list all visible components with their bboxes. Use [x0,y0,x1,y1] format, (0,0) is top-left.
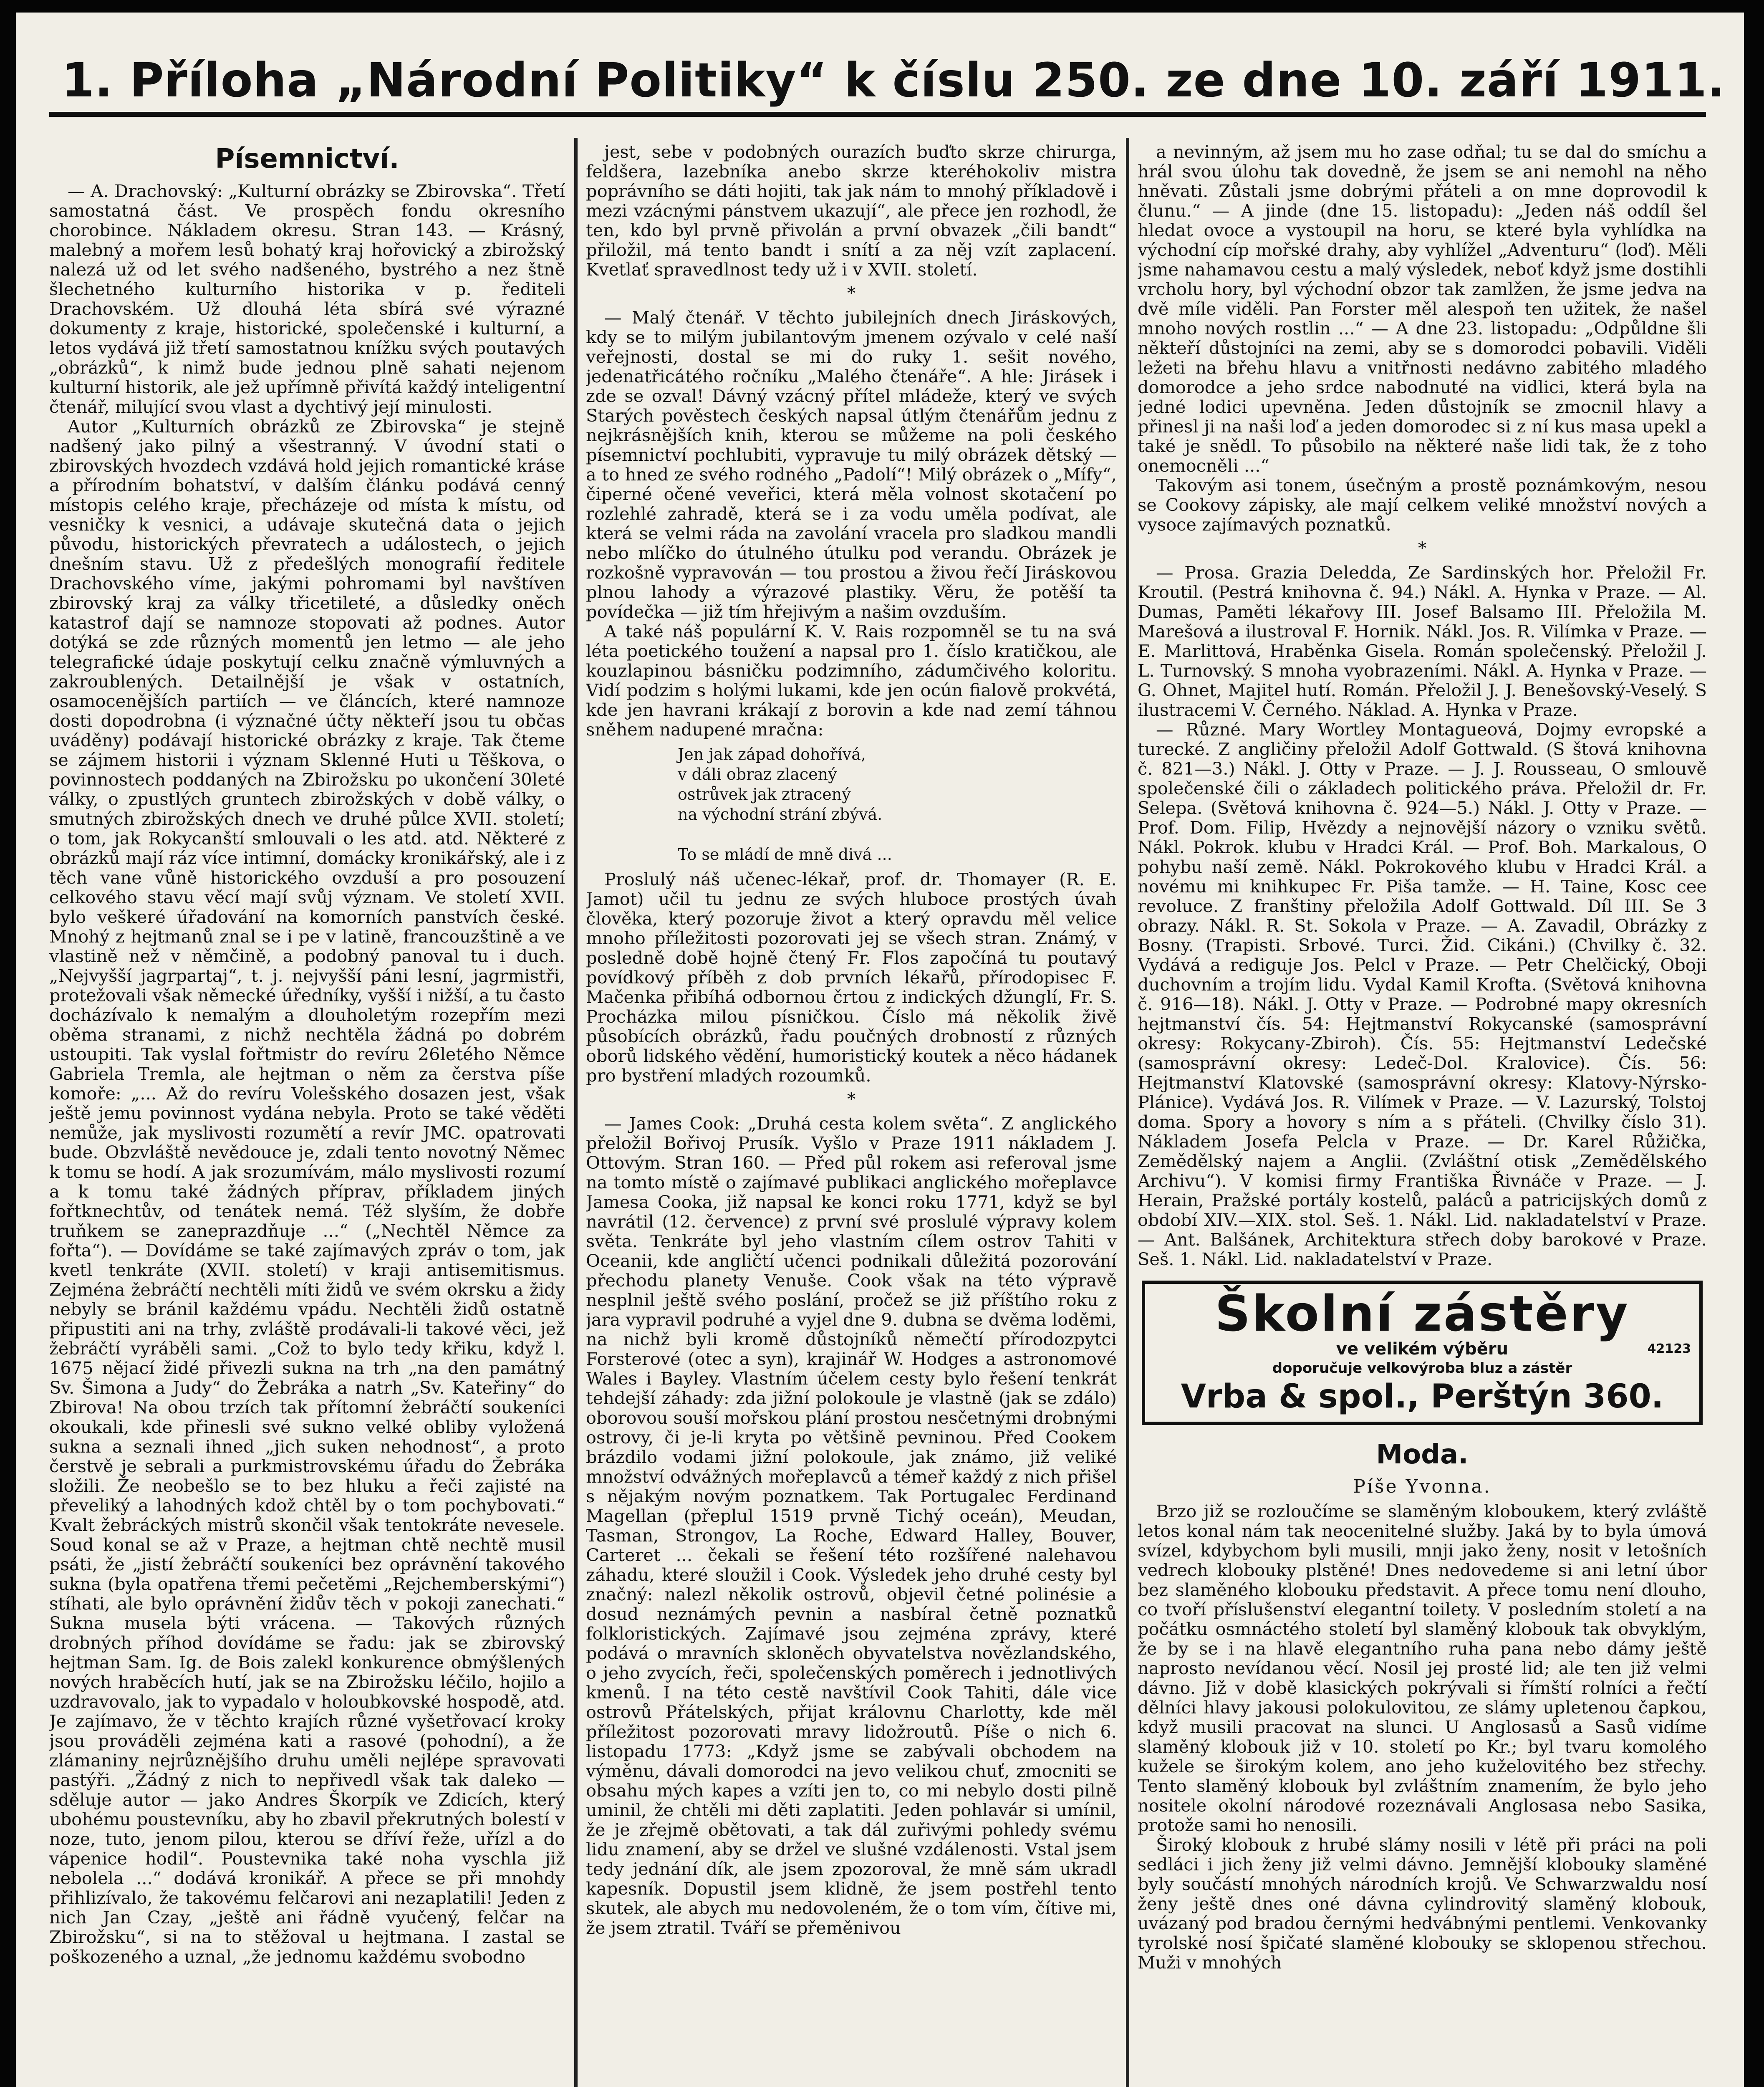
article-paragraph: Takovým asi tonem, úsečným a prostě poznámkovým, nesou se Cookovy zápisky, ale mají celkem veliké množství nových a vysoce zajímavých poznatků. [1138,475,1707,535]
byline: Píše Yvonna. [1353,1476,1491,1497]
article-paragraph: Široký klobouk z hrubé slámy nosili v létě při práci na poli sedláci i jich ženy již velmi dávno. Jemnější klobouky slaměné byly součástí mnohých národních krojů. Ve Schwarzwaldu nosí ženy ještě dnes oné dávna cylindrovitý slaměný klobouk, uvázaný pod bradou černými hedvábnými pentlemi. Venkovanky tyrolské nosí špičaté slaměné klobouky se sklopenou střechou. Muži v mnohých [1138,1834,1707,1973]
section-separator: * [847,1090,856,1109]
poem-line: To se mládí de mně divá ... [678,845,892,864]
article-paragraph: — Malý čtenář. V těchto jubilejních dnech Jiráskových, kdy se to milým jubilantovým jmenem ozývalo v celé naší veřejnosti, dostal se mi do ruky 1. sešit nového, jedenatřicátého ročníku „Malého čtenáře“. A hle: Jirásek i zde se ozval! Dávný vzácný přítel mládeže, který ve svých Starých pověstech českých napsal útlým čtenářům jednu z nejkrásnějších knih, kterou se můžeme na poli českého písemnictví pochlubiti, vypravuje tu milý obrázek dětský — a to hned ze svého rodného „Padolí“! Milý obrázek o „Mífy“, čiperné očené veveřici, která měla volnost skotačení po rozlehlé zahradě, která se i za vodu uměla podívat, ale která se velmi ráda na zavolání vracela pro sladkou mandli nebo mlíčko do útulného útulku pod verandu. Obrázek je rozkošně vypravován — tou prostou a živou řečí Jiráskovou plnou lahody a výrazové plastiky. Věru, že potěší ta povídečka — již tím hřejivým a našim ovzduším. [586,307,1117,622]
poem-excerpt [586,744,1117,864]
column-divider-1 [574,138,578,2087]
poem-line [678,824,1117,844]
poem-line: na východní strání zbývá. [678,805,883,824]
column-3 [1138,142,1707,2087]
section-heading-pisemnictvi: Písemnictví. [215,144,399,174]
article-paragraph: A také náš populární K. V. Rais rozpomněl se tu na svá léta poetického toužení a napsal pro 1. číslo kratičkou, ale kouzlapinou básničku podzimního, zádumčivého koloritu. Vidí podzim s holými lukami, kde jen ocún fialově prokvétá, kde jen havrani krákají z borovin a kde nad zemí táhnou sněhem nadupené mračna: [586,621,1117,740]
column-2 [586,142,1117,2087]
ad-firm: Vrba & spol., Perštýn 360. [1181,1378,1664,1415]
poem-line: ostrůvek jak ztracený [678,785,851,803]
section-separator: * [1418,539,1426,558]
section-heading-moda: Moda. [1376,1439,1469,1470]
page-title: 1. Příloha „Národní Politiky“ k číslu 250. ze dne 10. září 1911. [62,53,1726,108]
article-paragraph: — James Cook: „Druhá cesta kolem světa“. Z anglického přeložil Bořivoj Prusík. Vyšlo v Praze 1911 nákladem J. Ottovým. Stran 160. — Před půl rokem asi referoval jsme na tomto místě o zajímavé publikaci anglického mořeplavce Jamesa Cooka, již napsal ke konci roku 1771, když se byl navrátil (12. července) z první své proslulé výpravy kolem světa. Tenkráte byl jeho vlastním cílem ostrov Tahiti v Oceanii, kde angličtí učenci podnikali důležitá pozorování přechodu planety Venuše. Cook však na této výpravě nesplnil ještě svého poslání, pročež se již příštího roku z jara vypravil podruhé a vyjel dne 9. dubna se dvěma loděmi, na nichž byli kromě důstojníků němečtí přírodozpytci Forsterové (otec a syn), krajinář W. Hodges a astronomové Wales i Bayley. Vlastním účelem cesty bylo řešení tenkrát tehdejší záhady: zda jižní polokoule je vlastně (jak se zdálo) oborovou souší mořskou plání prostou nesčetnými drobnými ostrovy, či je-li kryta po většině pevninou. Před Cookem brázdilo vodami jižní polokoule, jak známo, již veliké množství odvážných mořeplavců a témeř každý z nich přišel s nějakým novým poznatkem. Tak Portugalec Ferdinand Magellan (přeplul 1519 prvně Tichý oceán), Meudan, Tasman, Strongov, La Roche, Edward Halley, Bouver, Carteret ... čekali se řešení této rozšířené nalehavou záhadu, které sloužil i Cook. Výsledek jeho druhé cesty byl značný: nalezl několik ostrovů, objevil četné polinésie a dosud neznámých pevnin a nasbíral četně poznatků folkloristických. Zajímavé jsou zejména zprávy, které podává o mravních skloněch obyvatelstva novězlandského, o jeho zvycích, řeči, společenských poměrech i jednotlivých kmenů. I na této cestě navštívil Cook Tahiti, dále vice ostrovů Přátelských, přijat královnu Charlotty, kde měl příležitost pozorovati mravy lidožroutů. Píše o nich 6. listopadu 1773: „Když jsme se zabývali obchodem na výměnu, dávali domorodci na jevo velikou chuť, zmocniti se obsahu mých kapes a vzíti jen to, co mi nebylo dosti pilně uminil, že chtěli mi děti zaplatiti. Jeden pohlavár si umínil, že je zřejmě obětovati, a tak dál zuřivými pohledy svému lidu znamení, aby se držel ve slušné vzdálenosti. Vstal jsem tedy jednání dík, ale jsem zpozoroval, že mně sám ukradl kapesník. Dopustil jsem klidně, že jsem postřehl tento skutek, ale abych mu nedovoleném, že o tom vím, čítive mi, že jsem ztratil. Tváří se přeměnivou [586,1113,1117,1938]
article-paragraph: — A. Drachovský: „Kulturní obrázky se Zbirovska“. Třetí samostatná část. Ve prospěch fondu okresního chorobince. Nákladem okresu. Stran 143. — Krásný, malebný a mořem lesů bohatý kraj hořovický a zbirožský nalezá už od let svého nadšeného, bystrého a nez štně šlechetného kulturního historika v p. řediteli Drachovském. Už dlouhá léta sbírá své výrazné dokumenty z kraje, historické, společenské i kulturní, a letos vydává již třetí samostatnou knížku svých poutavých „obrázků“, k nimž bude jednou plně sahati nejenom kulturní historik, ale jež upřímně přivítá každý inteligentní čtenář, milující svou vlast a dychtivý její minulosti. [49,181,565,417]
article-paragraph: Autor „Kulturních obrázků ze Zbirovska“ je stejně nadšený jako pilný a všestranný. V úvodní stati o zbirovských hvozdech vzdává hold jejich romantické kráse a přírodním bohatství, v dalším článku podává cenný místopis celého kraje, přecházeje od místa k místu, od vesničky k vesnici, a udávaje skutečná data o jejich původu, historických převratech a událostech, o jejich dnešním stavu. Už z předešlých monografií ředitele Drachovského víme, jakými pohromami byl navštíven zbirovský kraj za války třicetileté, a důsledky oněch katastrof dají se namnoze stopovati až podnes. Autor dotýká se zde různých momentů jen letmo — ale jeho telegrafické údaje poskytují celku značně výmluvných a zakroublených. Detailnější je však v ostatních, osamocenějších partiích — ve článcích, které namnoze dosti dopodrobna (i význačné účty někteří jsou tu občas uváděny) podávají historické obrázky z kraje. Tak čteme se zájmem historii i význam Sklenné Huti u Těškova, o povinnostech poddaných na Zbirožsku po ukončení 30leté války, o zpustlých gruntech zbirožských v době války, o smutných zbirožských dnech ve druhé půlce XVII. století; o tom, jak Rokycanští smlouvali o les atd. atd. Některé z obrázků mají ráz více intimní, domácky kronikářský, ale i z těch vane vůně historického ovzduší a pro posouzení celkového stavu věcí mají svůj význam. Ve století XVII. bylo veškeré úřadování na komorních panstvích české. Mnohý z hejtmanů znal se i pe v latině, francouzštině a ve vlastině než v němčině, a podobný panoval tu i duch. „Nejvyšší jagrpartaj“, t. j. nejvyšší páni lesní, jagrmistři, protežovali však německé úředníky, vyšší i nižší, a tu často docházívalo k nemalým a dlouholetým rozepřím mezi oběma stranami, z nichž nechtěla žádná po dobrém ustoupiti. Tak vyslal fořtmistr do revíru 26letého Němce Gabriela Tremla, ale hejtman o něm za čerstva píše komoře: „... Až do revíru Volešského dosazen jest, však ještě jemu povinnost vydána nebyla. Proto se také věděti nemůže, jak myslivosti rozumětí a revír JMC. opatrovati bude. Obzvláště nevědouce je, zdali tento novotný Němec k tomu se hodí. A jak srozumívám, málo myslivosti rozumí a k tomu také žádných příprav, příkladem jiných fořtknechtův, od tenátek nemá. Též slyším, že dobře truňkem se zaneprazdňuje ...“ („Nechtěl Němce za fořta“). — Dovídáme se také zajímavých zpráv o tom, jak kvetl tenkráte (XVII. století) v kraji antisemitismus. Zejména žebráčtí nechtěli míti židů ve svém okrsku a židy nebyly se bránil každému vpádu. Nechtěli židů ostatně připustiti ani na trhy, zvláště prodávali-li takové věci, jež žebráčtí vyráběli sami. „Což to bylo tedy křiku, když l. 1675 nějací židé přivezli sukna na trh „na den památný Sv. Šimona a Judy“ do Žebráka a natrh „Sv. Kateřiny“ do Zbirova! Na obou trzích tak přítomní žebráčtí soukeníci okoukali, kde přinesli své sukno velké obliby vyložená sukna a seznali ihned „jich suken nehodnost“, a proto čerstvě je sebrali a purkmistrovskému úřadu do Žebráka složili. Že neobešlo se to bez hluku a řeči zajisté na převeliký a lahodných kdož chtěl by o tom pochybovati.“ Kvalt žebráckých mistrů skončil však tentokráte nevesele. Soud konal se až v Praze, a hejtman chtě nechtě musil psáti, že „jistí žebráčtí soukeníci bez oprávnění takového sukna (byla opatřena třemi pečetěmi „Rejchemberskými“) stíhati, ale bylo oprávnění židův těch v pokoji zanechati.“ Sukna musela býti vrácena. — Takových různých drobných příhod dovídáme se řadu: jak se zbirovský hejtman Sam. Ig. de Bois zalekl konkurence obmýšlených nových hraběcích hutí, jak se na Zbirožsku léčilo, hojilo a uzdravovalo, jak to vypadalo v holoubkovské hospodě, atd. Je zajímavo, že v těchto krajích různé vyšetřovací kroky jsou prováděli zejména kati a rasové (pohodní), a že zlámaniny nejrůznějšího druhu uměli nejlépe spravovati pastýři. „Žádný z nich to nepřivedl však tak daleko — sděluje autor — jako Andres Škorpík ve Zdicích, který ubohému poustevníku, aby ho zbavil překrutných bolestí v noze, tuto, jenom pilou, kterou se dříví řeže, uřízl a do vápenice hodil“. Poustevnika také noha vyschla již nebolela ...“ dodává kronikář. A přece se při mnohdy přihlizívalo, že takovému felčarovi ani nezaplatili! Jeden z nich Jan Czay, „ještě ani řádně vyučený, felčar na Zbirožsku“, si na to stěžoval u hejtmana. I zastal se poškozeného a uznal, „že jednomu každému svobodno [49,416,565,1967]
ad-tagline: doporučuje velkovýroba bluz a zástěr [1272,1360,1572,1377]
section-separator: * [847,284,856,303]
article-paragraph: a nevinným, až jsem mu ho zase odňal; tu se dal do smíchu a hrál svou úlohu tak dovedně, že jsem se ani nemohl na něho hněvati. Zůstali jsme dobrými přáteli a on mne doprovodil k člunu.“ — A jinde (dne 15. listopadu): „Jeden náš oddíl šel hledat ovoce a vystoupil na horu, se které byla vyhlídka na východní cíp mořské drahy, aby vyhlížel „Adventuru“ (loď). Měli jsme nahamavou cestu a malý výsledek, neboť když jsme dostihli vrcholu hory, byl východní obzor tak zamlžen, že jsme jedva na dvě míle viděli. Pan Forster měl alespoň ten užitek, že našel mnoho nových rostlin ...“ — A dne 23. listopadu: „Odpůldne šli někteří důstojníci na zemi, aby se s domorodci pobavili. Viděli ležeti na břehu hlavu a vnitřnosti nedávno zabitého mladého domorodce a jeho srdce nabodnuté na vidlici, která byla na jedné lodici upevněna. Jeden důstojník se zmocnil hlavy a přinesl ji na naši loď a jeden domorodec si z ní kus masa upekl a také je snědl. To působilo na některé naše lidi tak, že z toho onemocněli ...“ [1138,142,1707,476]
column-divider-2 [1126,138,1129,2087]
ad-title: Školní zástěry [1215,1285,1630,1342]
ad-subtitle: ve velikém výběru [1336,1339,1509,1359]
article-paragraph: jest, sebe v podobných ourazích buďto skrze chirurga, feldšera, lazebníka anebo skrze kteréhokoliv mistra poprávního se dáti hojiti, tak jak nám to mnohý příkladově i mezi vzácnými pánstvem ukazují“, ale přece jen rozhodl, že ten, kdo byl prvně přivolán a první obvazek „čili bandt“ přiložil, má tento bandt i snítí a za něj vzít zaplacení. Kvetlať spravedlnost tedy už i v XVII. století. [586,142,1117,280]
article-paragraph: — Prosa. Grazia Deledda, Ze Sardinských hor. Přeložil Fr. Kroutil. (Pestrá knihovna č. 94.) Nákl. A. Hynka v Praze. — Al. Dumas, Paměti lékařovy III. Josef Balsamo III. Přeložila M. Marešová a ilustroval F. Hornik. Nákl. Jos. R. Vilímka v Praze. — E. Marlittová, Hraběnka Gisela. Román společenský. Přeložil J. L. Turnovský. S mnoha vyobrazeními. Nákl. A. Hynka v Praze. — G. Ohnet, Majitel hutí. Román. Přeložil J. J. Benešovský-Veselý. S ilustracemi V. Černého. Náklad. A. Hynka v Praze. [1138,562,1707,720]
newspaper-page [16,13,1744,2087]
poem-line: v dáli obraz zlacený [678,765,837,783]
column-1 [49,142,565,2087]
poem-line: Jen jak západ dohořívá, [678,745,866,763]
article-paragraph: Proslulý náš učenec-lékař, prof. dr. Thomayer (R. E. Jamot) učil tu jednu ze svých hluboce prostých úvah člověka, který pozoruje život a který opravdu měl velice mnoho příležitosti pozorovati jej se všech stran. Známý, v posledně době hojně čtený Fr. Flos započíná tu poutavý povídkový příběh z dob prvních lékařů, přírodopisec F. Mačenka přibíhá odbornou črtou z indických džunglí, Fr. S. Procházka milou písničkou. Číslo má několik živě působících obrázků, řadu poučných drobností z různých oborů lidského vědění, humoristický koutek a něco hádanek pro bystření mladých rozoumků. [586,869,1117,1086]
page-header [49,33,1726,117]
ad-code: 42123 [1647,1342,1691,1356]
article-paragraph: — Různé. Mary Wortley Montagueová, Dojmy evropské a turecké. Z angličiny přeložil Adolf Gottwald. (S štová knihovna č. 821—3.) Nákl. J. Otty v Praze. — J. J. Rousseau, O smlouvě společenské čili o základech politického práva. Přeložil dr. Fr. Selepa. (Světová knihovna č. 924—5.) Nákl. J. Otty v Praze. — Prof. Dom. Filip, Hvězdy a nejnovější názory o vzniku světů. Nákl. Pokrok. klubu v Hradci Král. — Prof. Boh. Markalous, O pohybu naší země. Nákl. Pokrokového klubu v Hradci Král. a novému mi knihkupec Fr. Piša tamže. — H. Taine, Kosc cee revoluce. Z franštiny přeložila Adolf Gottwald. Díl III. Se 3 obrazy. Nákl. R. St. Sokola v Praze. — A. Zavadil, Obrázky z Bosny. (Trapisti. Srbové. Turci. Žid. Cikáni.) (Chvilky č. 32. Vydává a rediguje Jos. Pelcl v Praze. — Petr Chelčický, Oboji duchovním a trojím lidu. Vydal Kamil Krofta. (Světová knihovna č. 916—18). Nákl. J. Otty v Praze. — Podrobné mapy okresních hejtmanství čís. 54: Hejtmanství Rokycanské (samosprávní okresy: Rokycany-Zbiroh). Čís. 55: Hejtmanství Ledečské (samosprávní okresy: Ledeč-Dol. Kralovice). Čís. 56: Hejtmanství Klatovské (samosprávní okresy: Klatovy-Nýrsko-Plánice). Vydává Jos. R. Vilímek v Praze. — V. Lazurský, Tolstoj doma. Spory a hovory s ním a s přáteli. (Chvilky číslo 31). Nákladem Josefa Pelcla v Praze. — Dr. Karel Růžička, Zemědělský najem a Anglii. (Zvláštní otisk „Zemědělského Archivu“). V komisi firmy Františka Řivnáče v Praze. — J. Herain, Pražské portály kostelů, paláců a patricijských domů z období XIV.—XIX. stol. Seš. 1. Nákl. Lid. nakladatelství v Praze. — Ant. Balšánek, Architektura střech doby barokové v Praze. Seš. 1. Nákl. Lid. nakladatelství v Praze. [1138,719,1707,1269]
ad-subtitle-row [1152,1339,1693,1359]
article-paragraph: Brzo již se rozloučíme se slaměným kloboukem, který zvláště letos konal nám tak neocenitelné služby. Jaká by to byla úmová svízel, kdybychom byli musili, mnji jako ženy, nosit v letošních vedrech klobouky plstěné! Dnes nedovedeme si ani letní úbor bez slaměného klobouku představit. A přece tomu není dlouho, co tvoří příslušenství elegantní toilety. V posledním století a na počátku osmnáctého století byl slaměný klobouk tak obvyklým, že by se i na hlavě elegantního ruha pana nebo dámy ještě naprosto nevídanou věcí. Nosil jej prosté lid; ale ten již velmi dávno. Již v době klasických pokrývali si římští rolníci a řečtí dělníci hlavy jakousi polokulovitou, ze slámy upletenou čapkou, když musili pracovat na slunci. U Anglosasů a Sasů vidíme slaměný klobouk již v 10. století po Kr.; byl tvaru komolého kužele se širokým kolem, ano jeho kuželovitého bez střechy. Tento slaměný klobouk byl zvláštním znamením, že bylo jeho nositele okolní národové rozeznávali Anglosasa nebo Sasika, protože sami ho nenosili. [1138,1501,1707,1835]
advertisement-skolni-zastery [1142,1281,1703,1425]
